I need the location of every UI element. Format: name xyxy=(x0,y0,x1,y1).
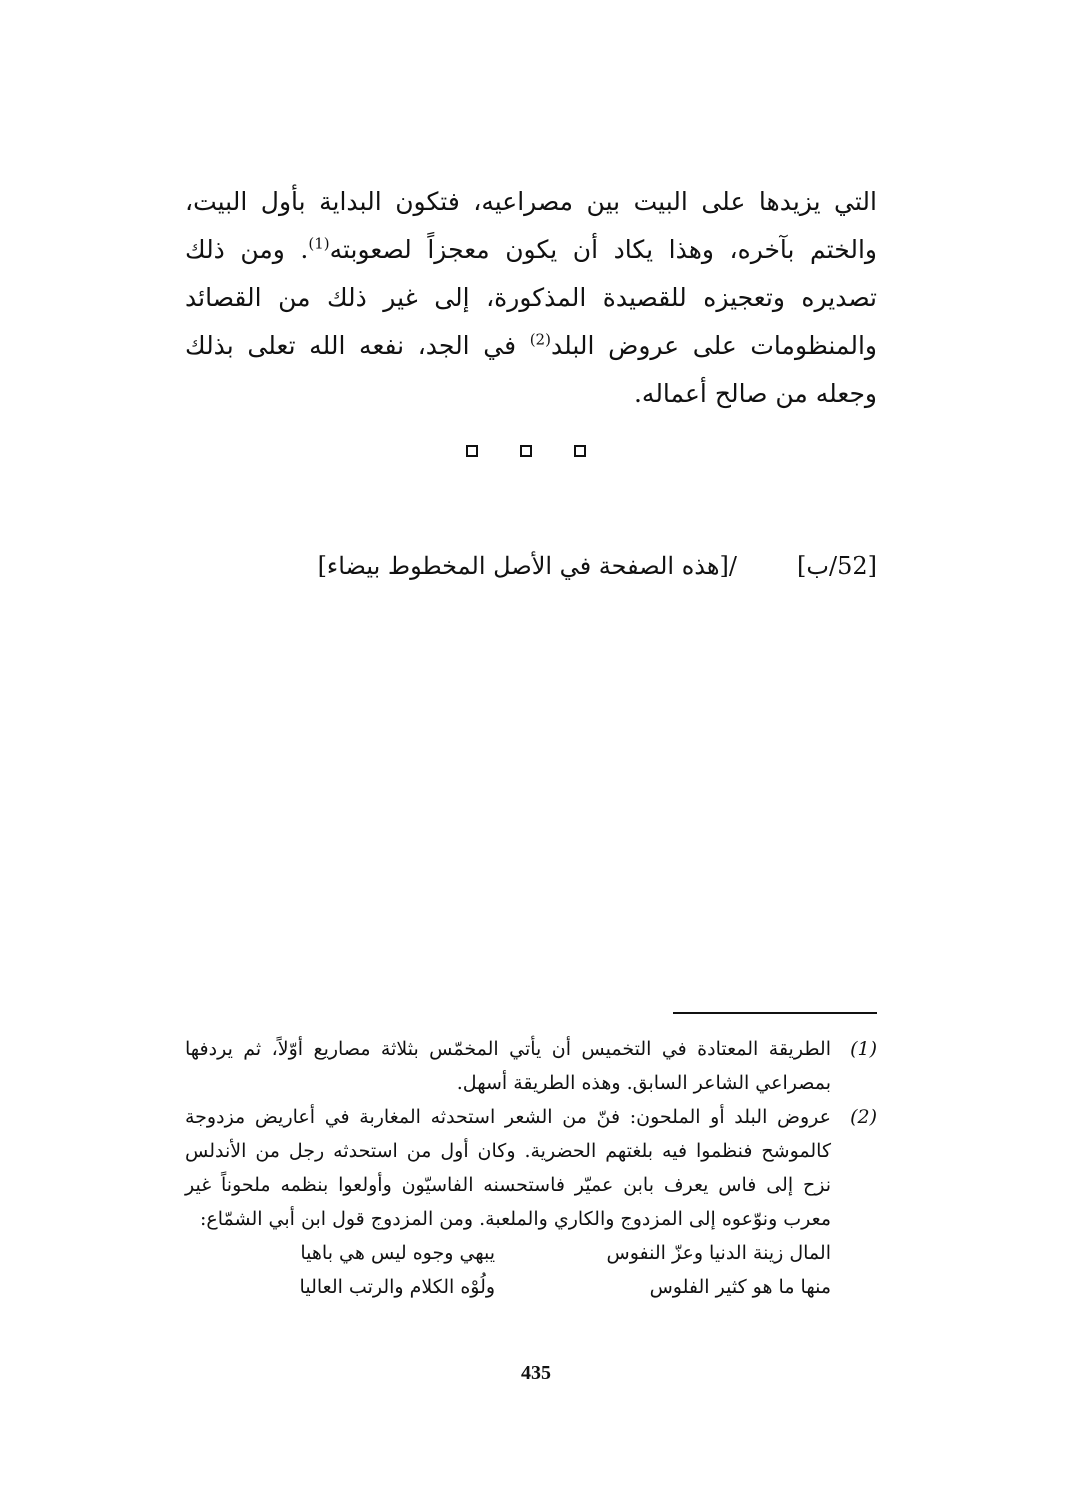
footnote-ref-2[interactable]: (2) xyxy=(529,330,551,349)
footnotes-section xyxy=(185,1032,877,1304)
paragraph-text xyxy=(185,178,877,418)
main-paragraph xyxy=(185,178,877,418)
verse-hemistich-first: منها ما هو كثير الفلوس xyxy=(649,1276,831,1298)
manuscript-reference-line xyxy=(185,546,877,586)
verse-line xyxy=(185,1270,831,1304)
footnote-text: الطريقة المعتادة في التخميس أن يأتي المخمّس بثلاثة مصاريع أوّلاً، ثم يردفها بمصراعي الشاعر السابق. وهذه الطريقة أسهل. xyxy=(185,1038,831,1094)
footnote-text: عروض البلد أو الملحون: فنّ من الشعر استحدثه المغاربة في أعاريض مزدوجة كالموشح فنظموا فيه بلغتهم الحضرية. وكان أول من استحدثه رجل من الأندلس نزح إلى فاس يعرف بابن عميّر فاستحسنه الفاسيّون وأولعوا بنظمه ملحوناً غير معرب ونوّعوه إلى المزدوج والكاري والملعبة. ومن المزدوج قول ابن أبي الشمّاع: xyxy=(185,1106,831,1230)
blank-page-note: /[هذه الصفحة في الأصل المخطوط بيضاء] xyxy=(317,552,737,580)
paragraph-part-2: . ومن ذلك تصديره وتعجيزه للقصيدة المذكورة، إلى غير ذلك من القصائد والمنظومات على عروض البلد xyxy=(185,235,877,360)
footnote-ref-1[interactable]: (1) xyxy=(308,234,330,253)
paragraph-part-1: التي يزيدها على البيت بين مصراعيه، فتكون البداية بأول البيت، والختم بآخره، وهذا يكاد أن يكون معجزاً لصعوبته xyxy=(185,187,878,264)
page-number: 435 xyxy=(521,1362,551,1384)
separator-square-icon xyxy=(466,445,478,457)
verse-hemistich-first: المال زينة الدنيا وعزّ النفوس xyxy=(606,1242,831,1264)
footnote-1 xyxy=(185,1032,877,1100)
folio-reference: [52/ب] xyxy=(797,552,877,580)
footnote-number: (1) xyxy=(850,1038,877,1060)
verse-hemistich-second: يبهي وجوه ليس هي باهيا xyxy=(300,1242,496,1264)
footnote-2 xyxy=(185,1100,877,1304)
verse-hemistich-second: ولُوْه الكلام والرتب العاليا xyxy=(299,1276,496,1298)
separator-square-icon xyxy=(574,445,586,457)
footnote-number: (2) xyxy=(850,1106,877,1128)
verse-line xyxy=(185,1236,831,1270)
paragraph-part-3: في الجد، نفعه الله تعلى بذلك وجعله من صالح أعماله. xyxy=(185,331,877,408)
section-separator xyxy=(466,441,586,461)
separator-square-icon xyxy=(520,445,532,457)
footnote-divider xyxy=(673,1012,877,1014)
